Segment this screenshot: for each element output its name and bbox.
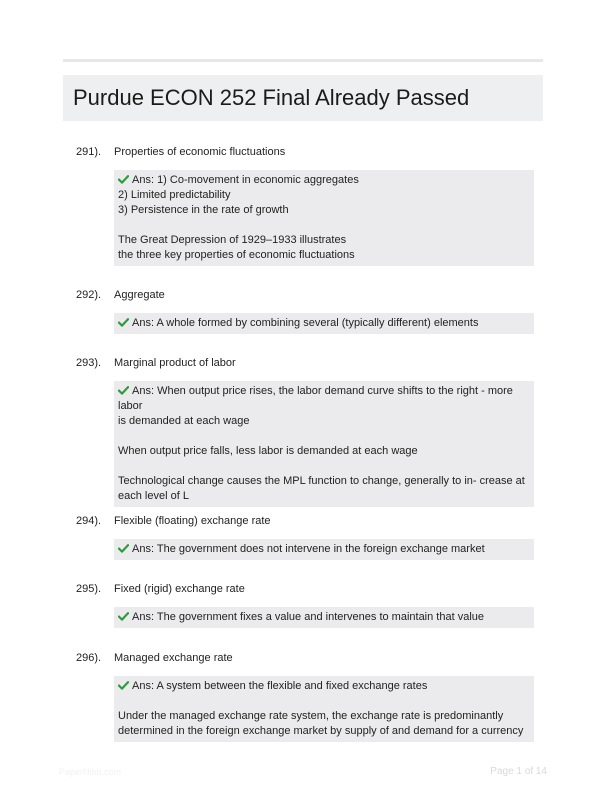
answer-line: Ans: The government does not intervene in the foreign exchange market	[118, 542, 530, 557]
answer-line: Under the managed exchange rate system, the exchange rate is predominantly	[118, 710, 504, 722]
check-icon	[118, 386, 129, 395]
answer-line: 2) Limited predictability	[118, 189, 231, 201]
answer-box	[114, 381, 534, 507]
page-title: Purdue ECON 252 Final Already Passed	[73, 85, 470, 110]
check-icon	[118, 175, 129, 184]
check-icon	[118, 318, 129, 327]
question-term: Marginal product of labor	[114, 357, 236, 369]
answer-line: Ans: A whole formed by combining several (typically different) elements	[118, 316, 530, 331]
answer-box	[114, 607, 534, 628]
answer-line: Ans: 1) Co-movement in economic aggregates	[118, 173, 530, 188]
question-term: Flexible (floating) exchange rate	[114, 515, 271, 527]
answer-line: is demanded at each wage	[118, 415, 250, 427]
question-number: 296).	[76, 652, 102, 664]
answer-line: Ans: A system between the flexible and fixed exchange rates	[118, 679, 530, 694]
answer-box	[114, 313, 534, 334]
question-term: Fixed (rigid) exchange rate	[114, 583, 245, 595]
answer-line: Ans: The government fixes a value and intervenes to maintain that value	[118, 610, 530, 625]
question-number: 292).	[76, 289, 102, 301]
answer-line: the three key properties of economic fluctuations	[118, 249, 355, 261]
footer-watermark: PaperNibb.com	[59, 767, 122, 777]
question-term: Properties of economic fluctuations	[114, 146, 286, 158]
check-icon	[118, 681, 129, 690]
answer-line: each level of L	[118, 490, 189, 502]
answer-line: The Great Depression of 1929–1933 illustrates	[118, 234, 347, 246]
answer-box	[114, 676, 534, 742]
question-number: 291).	[76, 146, 102, 158]
title-banner	[63, 75, 543, 121]
answer-box	[114, 170, 534, 266]
question-term: Aggregate	[114, 289, 165, 301]
top-divider	[63, 59, 543, 62]
question-number: 295).	[76, 583, 102, 595]
question-number: 294).	[76, 515, 102, 527]
check-icon	[118, 544, 129, 553]
answer-line: 3) Persistence in the rate of growth	[118, 204, 289, 216]
answer-line: Technological change causes the MPL function to change, generally to in- crease at	[118, 475, 525, 487]
question-term: Managed exchange rate	[114, 652, 233, 664]
answer-line: When output price falls, less labor is demanded at each wage	[118, 445, 418, 457]
answer-line: determined in the foreign exchange market by supply of and demand for a currency	[118, 725, 524, 737]
answer-box	[114, 539, 534, 560]
page-indicator: Page 1 of 14	[490, 766, 547, 777]
question-number: 293).	[76, 357, 102, 369]
answer-line: Ans: When output price rises, the labor demand curve shifts to the right - more labor	[118, 385, 513, 412]
check-icon	[118, 612, 129, 621]
